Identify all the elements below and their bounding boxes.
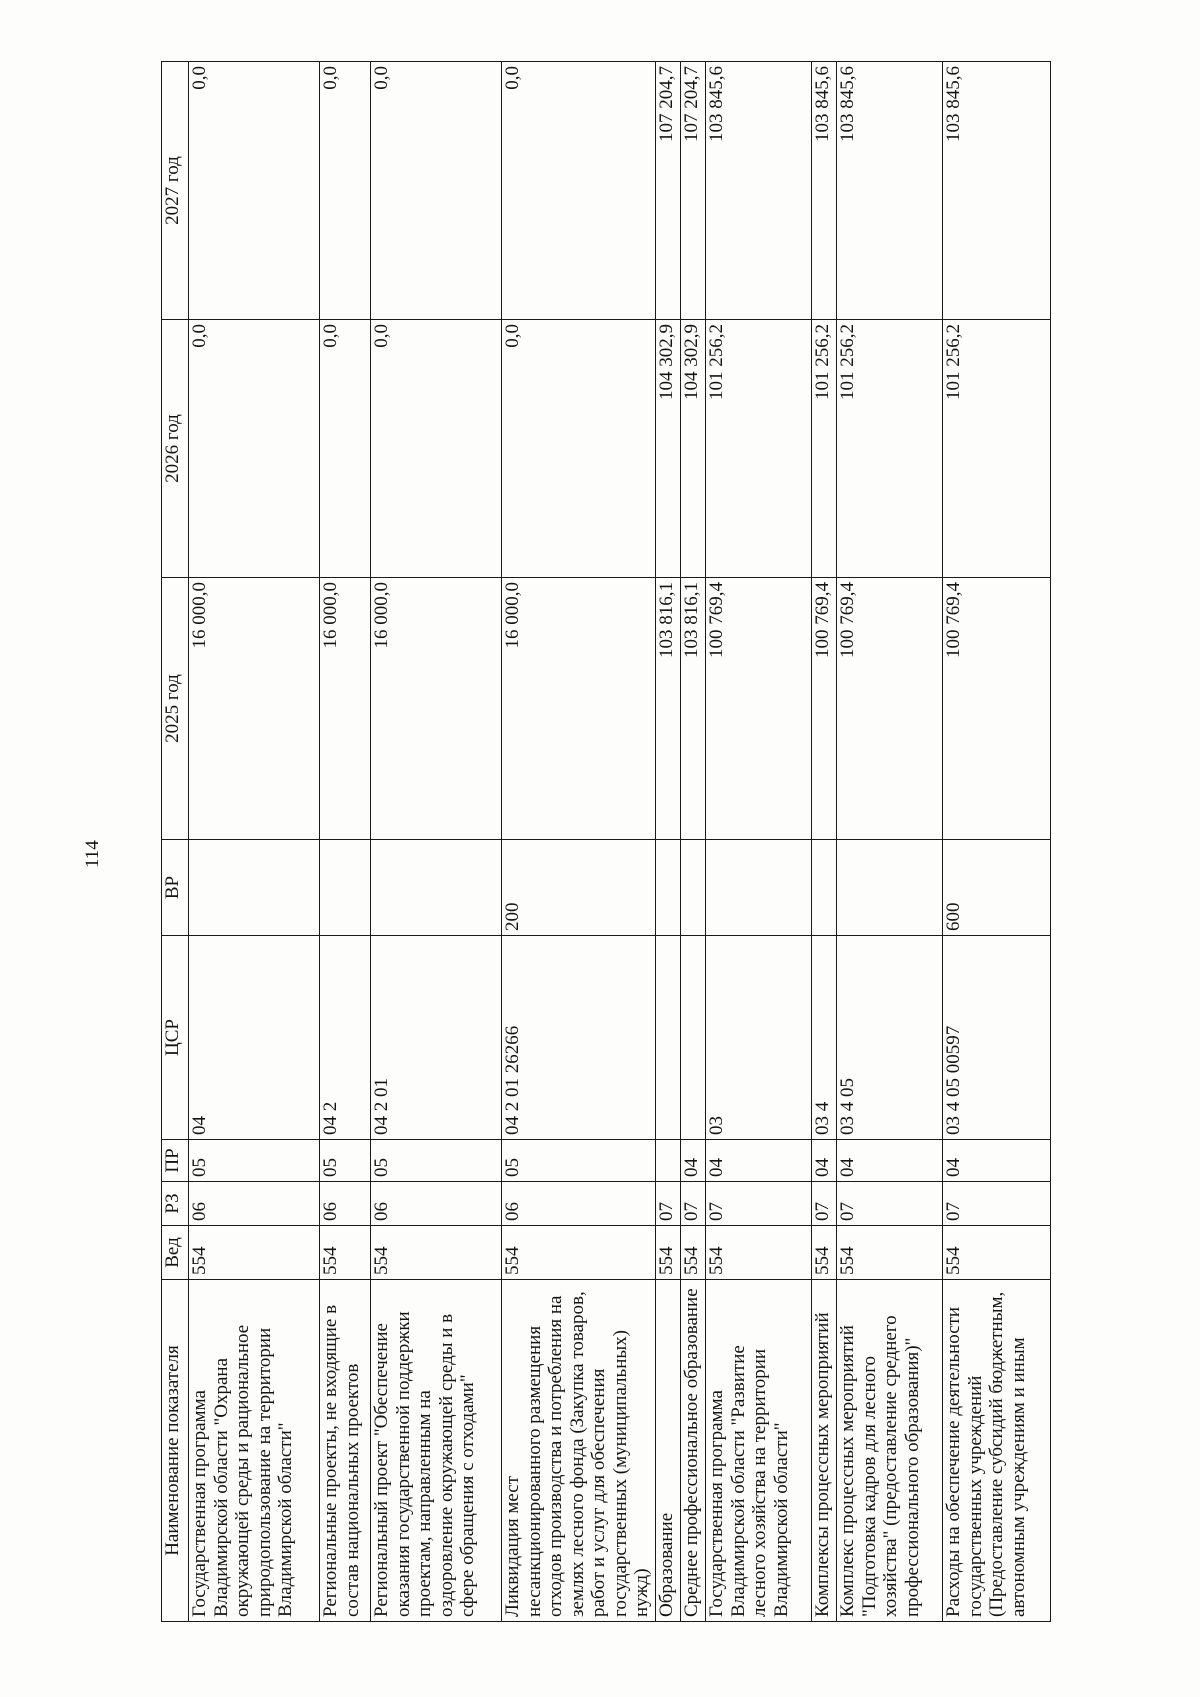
cell-vr: 200 xyxy=(502,840,656,936)
cell-rz: 07 xyxy=(656,1182,681,1226)
cell-csr: 03 xyxy=(706,936,812,1140)
cell-2027: 107 204,7 xyxy=(656,62,681,320)
cell-ved: 554 xyxy=(681,1226,706,1280)
table-row xyxy=(812,62,837,1622)
header-rz: РЗ xyxy=(162,1182,189,1226)
cell-2026: 104 302,9 xyxy=(656,320,681,578)
cell-2026: 101 256,2 xyxy=(812,320,837,578)
table-row xyxy=(681,62,706,1622)
cell-csr xyxy=(656,936,681,1140)
cell-rz: 06 xyxy=(502,1182,656,1226)
page-number: 114 xyxy=(82,840,103,868)
cell-csr: 04 2 01 26266 xyxy=(502,936,656,1140)
cell-vr xyxy=(706,840,812,936)
cell-ved: 554 xyxy=(502,1226,656,1280)
cell-2027: 103 845,6 xyxy=(837,62,943,320)
cell-rz: 07 xyxy=(706,1182,812,1226)
cell-vr: 600 xyxy=(943,840,1051,936)
header-ved: Вед xyxy=(162,1226,189,1280)
cell-pr: 05 xyxy=(320,1140,371,1182)
cell-2027: 0,0 xyxy=(502,62,656,320)
cell-2026: 0,0 xyxy=(320,320,371,578)
table-row xyxy=(656,62,681,1622)
table-row xyxy=(837,62,943,1622)
cell-2025: 16 000,0 xyxy=(371,578,502,840)
budget-table-rotated xyxy=(161,62,1051,1622)
budget-table xyxy=(161,61,1051,1622)
cell-ved: 554 xyxy=(943,1226,1051,1280)
cell-name: Региональные проекты, не входящие в состав национальных проектов xyxy=(320,1280,371,1622)
cell-rz: 07 xyxy=(681,1182,706,1226)
cell-2027: 103 845,6 xyxy=(943,62,1051,320)
cell-2025: 103 816,1 xyxy=(656,578,681,840)
cell-name: Комплекс процессных мероприятий "Подготовка кадров для лесного хозяйства" (предоставление среднего профессионального образования)" xyxy=(837,1280,943,1622)
cell-ved: 554 xyxy=(371,1226,502,1280)
cell-ved: 554 xyxy=(706,1226,812,1280)
cell-name: Ликвидация мест несанкционированного размещения отходов производства и потребления на землях лесного фонда (Закупка товаров, работ и услуг для обеспечения государственных (муниципальных) нужд) xyxy=(502,1280,656,1622)
cell-2026: 0,0 xyxy=(371,320,502,578)
cell-ved: 554 xyxy=(189,1226,320,1280)
header-pr: ПР xyxy=(162,1140,189,1182)
cell-vr xyxy=(189,840,320,936)
cell-pr: 04 xyxy=(706,1140,812,1182)
header-2027: 2027 год xyxy=(162,62,189,320)
cell-2026: 101 256,2 xyxy=(943,320,1051,578)
cell-2025: 100 769,4 xyxy=(706,578,812,840)
cell-rz: 06 xyxy=(189,1182,320,1226)
cell-2025: 16 000,0 xyxy=(189,578,320,840)
cell-ved: 554 xyxy=(656,1226,681,1280)
header-csr: ЦСР xyxy=(162,936,189,1140)
cell-2025: 16 000,0 xyxy=(320,578,371,840)
table-row xyxy=(320,62,371,1622)
cell-name: Расходы на обеспечение деятельности государственных учреждений (Предоставление субсидий бюджетным, автономным учреждениям и иным xyxy=(943,1280,1051,1622)
cell-rz: 07 xyxy=(812,1182,837,1226)
cell-2026: 101 256,2 xyxy=(837,320,943,578)
cell-csr: 03 4 xyxy=(812,936,837,1140)
cell-vr xyxy=(656,840,681,936)
cell-csr: 04 2 01 xyxy=(371,936,502,1140)
cell-2027: 103 845,6 xyxy=(812,62,837,320)
cell-pr: 05 xyxy=(371,1140,502,1182)
cell-csr: 04 xyxy=(189,936,320,1140)
table-row xyxy=(943,62,1051,1622)
cell-rz: 07 xyxy=(837,1182,943,1226)
cell-2025: 100 769,4 xyxy=(943,578,1051,840)
cell-2027: 0,0 xyxy=(189,62,320,320)
cell-csr: 04 2 xyxy=(320,936,371,1140)
cell-csr xyxy=(681,936,706,1140)
header-2026: 2026 год xyxy=(162,320,189,578)
cell-2027: 107 204,7 xyxy=(681,62,706,320)
cell-vr xyxy=(371,840,502,936)
cell-2026: 0,0 xyxy=(502,320,656,578)
cell-2026: 104 302,9 xyxy=(681,320,706,578)
cell-pr xyxy=(656,1140,681,1182)
cell-2025: 100 769,4 xyxy=(837,578,943,840)
cell-rz: 06 xyxy=(320,1182,371,1226)
table-row xyxy=(189,62,320,1622)
cell-vr xyxy=(837,840,943,936)
cell-2026: 101 256,2 xyxy=(706,320,812,578)
cell-2026: 0,0 xyxy=(189,320,320,578)
cell-name: Среднее профессиональное образование xyxy=(681,1280,706,1622)
cell-csr: 03 4 05 00597 xyxy=(943,936,1051,1140)
cell-name: Государственная программа Владимирской области "Развитие лесного хозяйства на территории Владимирской области" xyxy=(706,1280,812,1622)
cell-name: Образование xyxy=(656,1280,681,1622)
table-row xyxy=(502,62,656,1622)
cell-name: Государственная программа Владимирской области "Охрана окружающей среды и рациональное природопользование на территории Владимирской области" xyxy=(189,1280,320,1622)
cell-ved: 554 xyxy=(812,1226,837,1280)
cell-pr: 04 xyxy=(681,1140,706,1182)
cell-rz: 07 xyxy=(943,1182,1051,1226)
cell-vr xyxy=(320,840,371,936)
cell-name: Комплексы процессных мероприятий xyxy=(812,1280,837,1622)
cell-2027: 0,0 xyxy=(320,62,371,320)
header-name: Наименование показателя xyxy=(162,1280,189,1622)
cell-name: Региональный проект "Обеспечение оказания государственной поддержки проектам, направленным на оздоровление окружающей среды и в сфере обращения с отходами" xyxy=(371,1280,502,1622)
cell-pr: 04 xyxy=(812,1140,837,1182)
cell-pr: 04 xyxy=(943,1140,1051,1182)
cell-vr xyxy=(812,840,837,936)
header-vr: ВР xyxy=(162,840,189,936)
cell-csr: 03 4 05 xyxy=(837,936,943,1140)
cell-pr: 05 xyxy=(502,1140,656,1182)
cell-pr: 04 xyxy=(837,1140,943,1182)
cell-pr: 05 xyxy=(189,1140,320,1182)
table-row xyxy=(706,62,812,1622)
cell-2025: 16 000,0 xyxy=(502,578,656,840)
cell-2027: 0,0 xyxy=(371,62,502,320)
cell-vr xyxy=(681,840,706,936)
header-2025: 2025 год xyxy=(162,578,189,840)
table-row xyxy=(371,62,502,1622)
cell-2025: 103 816,1 xyxy=(681,578,706,840)
cell-rz: 06 xyxy=(371,1182,502,1226)
cell-ved: 554 xyxy=(320,1226,371,1280)
cell-2027: 103 845,6 xyxy=(706,62,812,320)
cell-ved: 554 xyxy=(837,1226,943,1280)
table-header-row xyxy=(162,62,189,1622)
cell-2025: 100 769,4 xyxy=(812,578,837,840)
